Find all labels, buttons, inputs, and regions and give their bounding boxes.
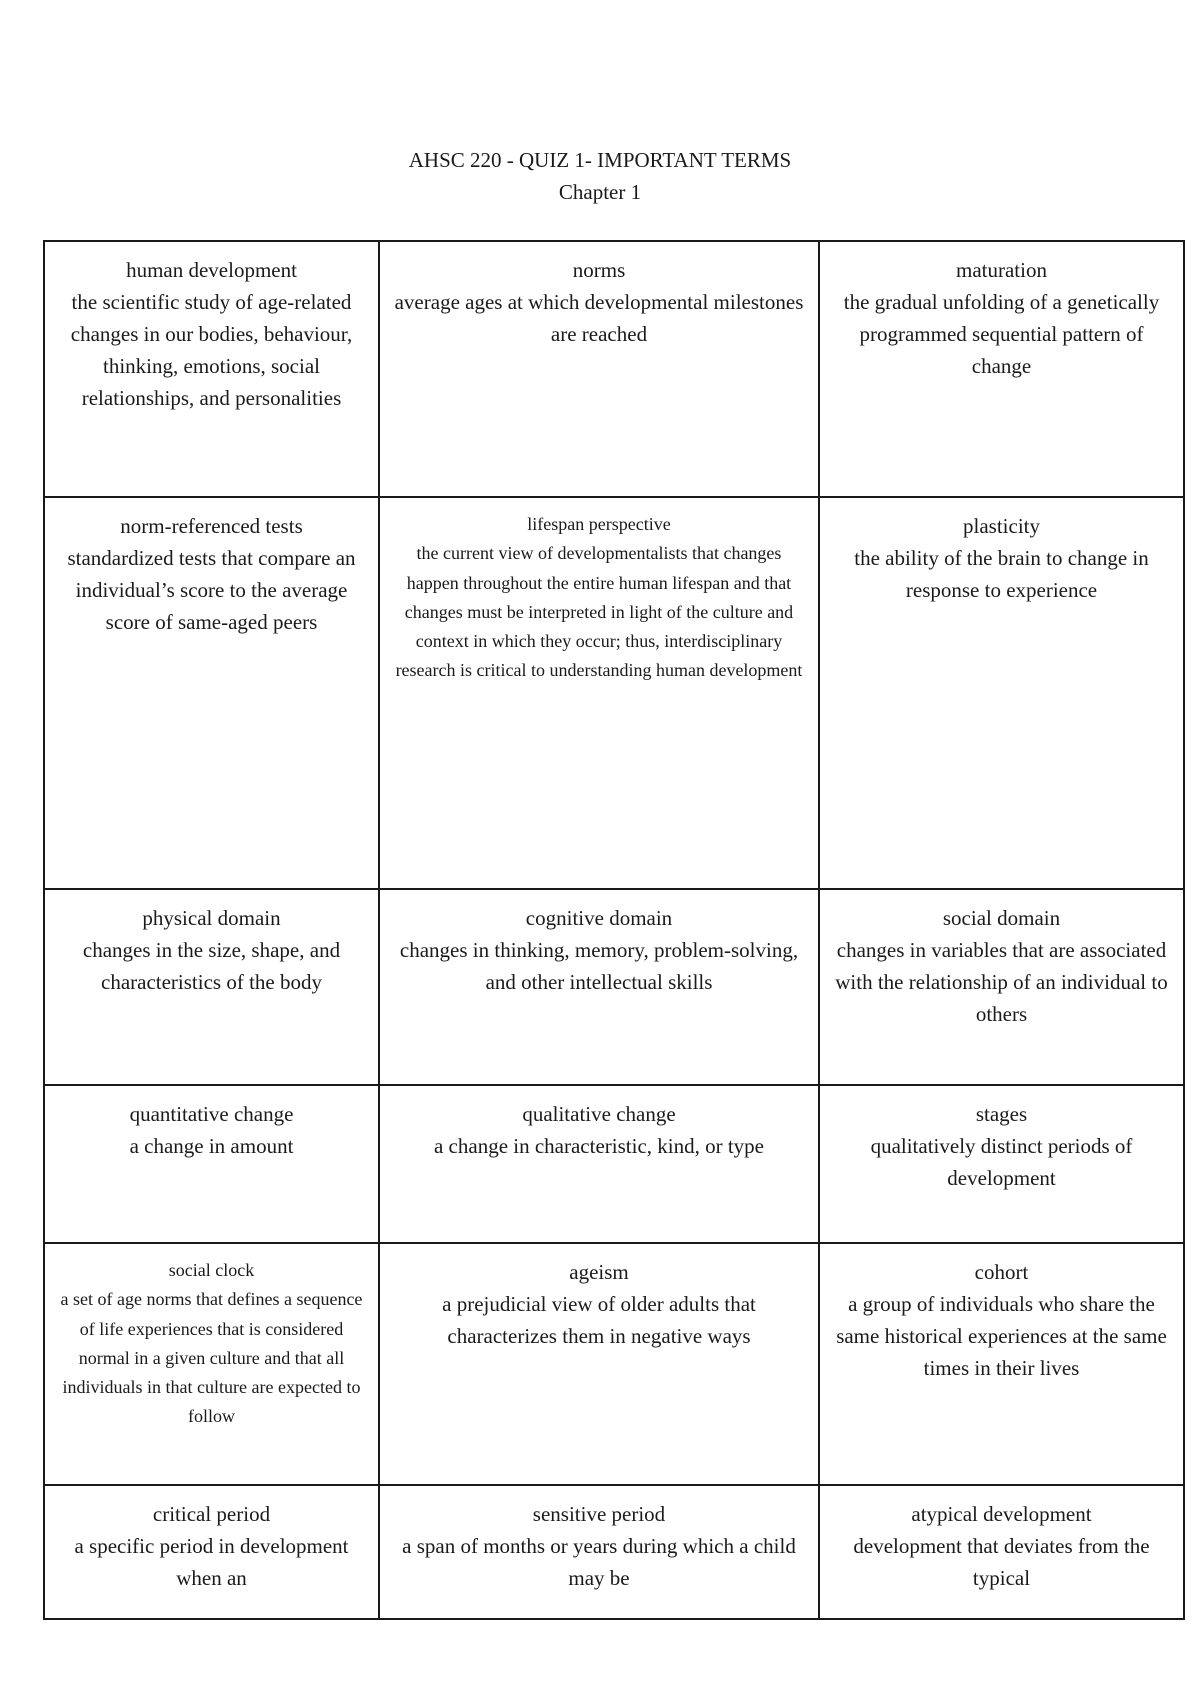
term-cell [819, 241, 1184, 497]
term-name: social clock [168, 1260, 255, 1280]
term-name: qualitative change [522, 1102, 676, 1126]
term-definition: a specific period in development when an [74, 1534, 349, 1590]
term-definition: average ages at which developmental milestones are reached [394, 290, 804, 346]
term-name: lifespan perspective [527, 514, 671, 534]
term-definition: a span of months or years during which a child may be [402, 1534, 796, 1590]
term-name: cohort [974, 1260, 1029, 1284]
term-cell [44, 1485, 379, 1619]
term-cell [819, 1243, 1184, 1485]
term-name: sensitive period [532, 1502, 666, 1526]
term-name: social domain [942, 906, 1061, 930]
term-definition: a change in amount [129, 1134, 294, 1158]
term-name: human development [126, 258, 297, 282]
term-definition: changes in the size, shape, and characteristics of the body [82, 938, 341, 994]
table-row [44, 241, 1184, 497]
table-row [44, 889, 1184, 1085]
term-cell [379, 497, 819, 889]
term-name: atypical development [911, 1502, 1092, 1526]
term-definition: standardized tests that compare an individual’s score to the average score of same-aged peers [67, 546, 356, 634]
term-cell [44, 241, 379, 497]
term-cell [819, 889, 1184, 1085]
table-row [44, 1243, 1184, 1485]
term-name: norms [572, 258, 626, 282]
term-definition: changes in variables that are associated with the relationship of an individual to others [835, 938, 1168, 1026]
term-definition: qualitatively distinct periods of development [870, 1134, 1133, 1190]
term-definition: a prejudicial view of older adults that characterizes them in negative ways [442, 1292, 756, 1348]
page-subtitle: Chapter 1 [558, 180, 642, 204]
term-name: norm-referenced tests [120, 514, 303, 538]
term-cell [379, 889, 819, 1085]
table-row [44, 1085, 1184, 1243]
term-name: physical domain [142, 906, 281, 930]
term-definition: the scientific study of age-related changes in our bodies, behaviour, thinking, emotions, social relationships, and personalities [70, 290, 353, 410]
page-title: AHSC 220 - QUIZ 1- IMPORTANT TERMS [408, 148, 792, 172]
term-name: critical period [152, 1502, 271, 1526]
term-definition: the current view of developmentalists that changes happen throughout the entire human lifespan and that changes must be interpreted in light of the culture and context in which they occur; thus, interdisciplinary research is critical to understanding human development [395, 543, 803, 681]
table-row [44, 1485, 1184, 1619]
term-cell [44, 1243, 379, 1485]
term-name: cognitive domain [525, 906, 673, 930]
term-name: quantitative change [129, 1102, 294, 1126]
term-cell [379, 1485, 819, 1619]
term-definition: a set of age norms that defines a sequence of life experiences that is considered normal in a given culture and that all individuals in that culture are expected to follow [60, 1289, 363, 1427]
table-row [44, 497, 1184, 889]
term-definition: changes in thinking, memory, problem-solving, and other intellectual skills [399, 938, 799, 994]
term-name: stages [975, 1102, 1028, 1126]
term-cell [44, 889, 379, 1085]
term-cell [379, 241, 819, 497]
term-cell [819, 497, 1184, 889]
term-definition: development that deviates from the typical [853, 1534, 1150, 1590]
term-definition: the ability of the brain to change in response to experience [854, 546, 1149, 602]
term-name: maturation [956, 258, 1047, 282]
term-name: ageism [569, 1260, 629, 1284]
term-cell [819, 1485, 1184, 1619]
terms-table [43, 240, 1185, 1620]
term-cell [819, 1085, 1184, 1243]
term-definition: a group of individuals who share the same historical experiences at the same times in their lives [836, 1292, 1167, 1380]
term-cell [379, 1243, 819, 1485]
term-cell [44, 497, 379, 889]
term-definition: the gradual unfolding of a genetically programmed sequential pattern of change [843, 290, 1160, 378]
term-name: plasticity [963, 514, 1040, 538]
term-cell [44, 1085, 379, 1243]
term-definition: a change in characteristic, kind, or type [433, 1134, 765, 1158]
term-cell [379, 1085, 819, 1243]
